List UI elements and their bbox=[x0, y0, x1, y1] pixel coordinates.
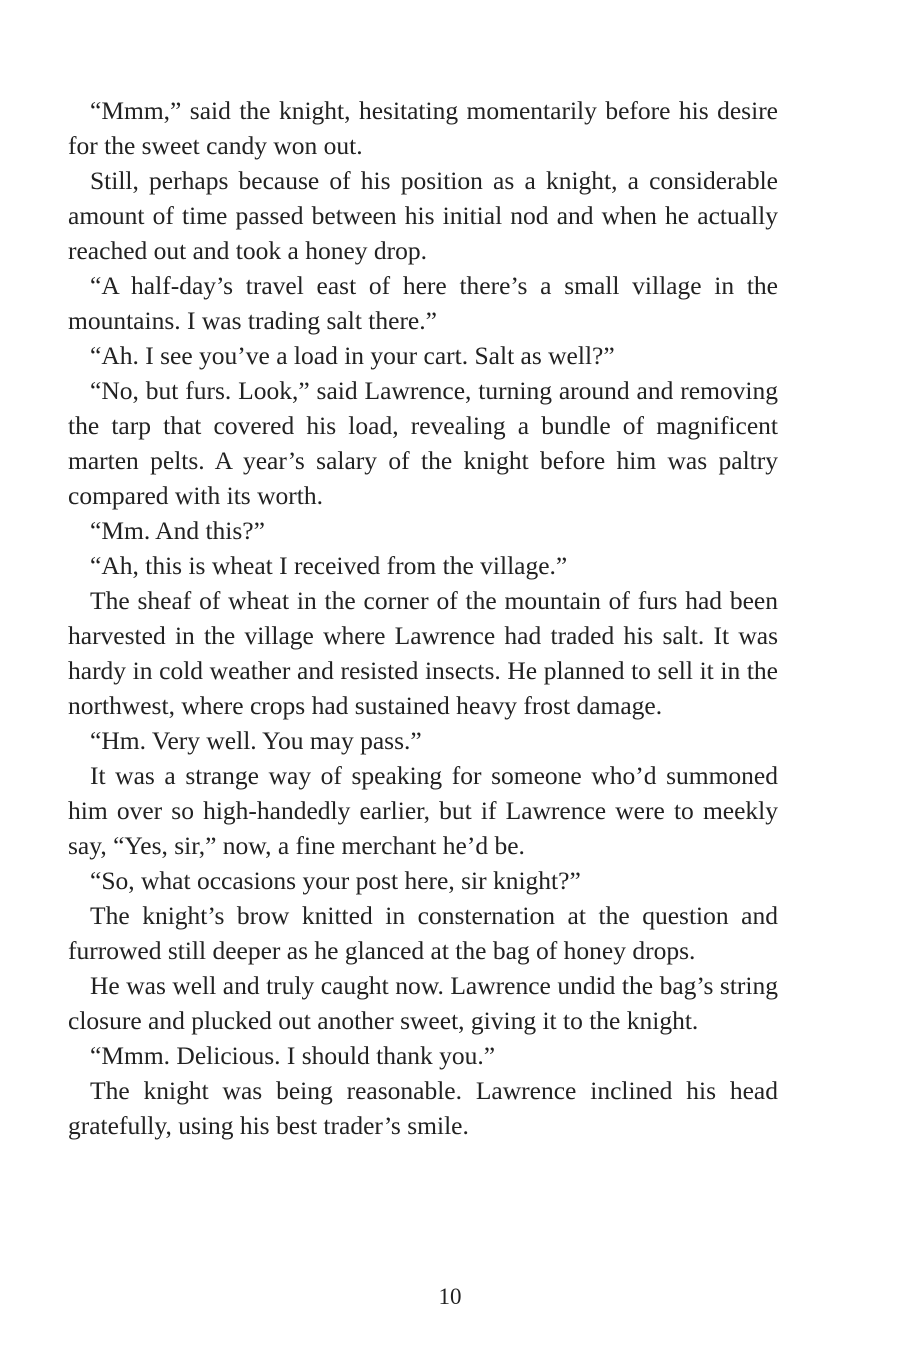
paragraph: “No, but furs. Look,” said Lawrence, turning around and removing the tarp that covered his load, revealing a bundle of magnificent marten pelts. A year’s salary of the knight before him was paltry compared with its worth. bbox=[68, 376, 778, 510]
body-text bbox=[68, 93, 778, 1143]
paragraph: He was well and truly caught now. Lawrence undid the bag’s string closure and plucked out another sweet, giving it to the knight. bbox=[68, 971, 778, 1035]
page-number: 10 bbox=[438, 1284, 462, 1309]
paragraph: “Mmm. Delicious. I should thank you.” bbox=[90, 1041, 496, 1070]
paragraph: “Hm. Very well. You may pass.” bbox=[90, 726, 422, 755]
paragraph: The sheaf of wheat in the corner of the mountain of furs had been harvested in the village where Lawrence had traded his salt. It was hardy in cold weather and resisted insects. He planned to sell it in the northwest, where crops had sustained heavy frost damage. bbox=[68, 586, 778, 720]
paragraph: “Ah, this is wheat I received from the village.” bbox=[90, 551, 568, 580]
paragraph: “Mm. And this?” bbox=[90, 516, 265, 545]
paragraph: It was a strange way of speaking for someone who’d summoned him over so high-handedly earlier, but if Lawrence were to meekly say, “Yes, sir,” now, a fine merchant he’d be. bbox=[68, 761, 778, 860]
paragraph: The knight was being reasonable. Lawrence inclined his head gratefully, using his best trader’s smile. bbox=[68, 1076, 778, 1140]
paragraph: “A half-day’s travel east of here there’s a small village in the mountains. I was trading salt there.” bbox=[68, 271, 778, 335]
paragraph: The knight’s brow knitted in consternation at the question and furrowed still deeper as he glanced at the bag of honey drops. bbox=[68, 901, 778, 965]
paragraph: “Ah. I see you’ve a load in your cart. Salt as well?” bbox=[90, 341, 615, 370]
paragraph: “Mmm,” said the knight, hesitating momentarily before his desire for the sweet candy won out. bbox=[68, 96, 778, 160]
paragraph: Still, perhaps because of his position as a knight, a considerable amount of time passed between his initial nod and when he actually reached out and took a honey drop. bbox=[68, 166, 778, 265]
paragraph: “So, what occasions your post here, sir knight?” bbox=[90, 866, 581, 895]
